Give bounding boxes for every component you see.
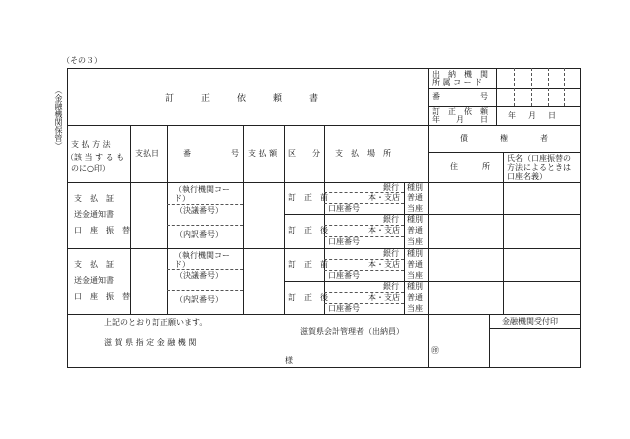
exec-code-label: （執行機関コー	[174, 251, 230, 260]
col-line-4	[284, 125, 285, 314]
col-line-5	[324, 125, 325, 314]
bank-label: 銀行	[383, 249, 399, 258]
frame-left	[67, 68, 68, 367]
current-label: 当座	[407, 204, 423, 213]
detail-no-label: （内訳番号）	[175, 295, 223, 304]
account-no-label: 口座番号	[328, 204, 360, 213]
method-remittance: 送金通知書	[74, 210, 114, 219]
method-remittance: 送金通知書	[74, 276, 114, 285]
block1-mid-line	[284, 214, 580, 215]
method-header-3: のに○印）	[71, 164, 110, 173]
after-label: 訂 正 後	[288, 293, 328, 302]
exec-code-label-2: ド）	[174, 260, 190, 269]
number-dash-2	[167, 225, 243, 226]
number-label: 番 号	[432, 92, 488, 101]
side-label: （金融機関保管）	[54, 86, 63, 150]
current-label: 当座	[407, 237, 423, 246]
stamp-divider	[489, 314, 490, 367]
exec-code-label-2: ド）	[174, 194, 190, 203]
after-label: 訂 正 後	[288, 226, 328, 235]
category-header: 区 分	[288, 149, 320, 158]
creditor-header: 債 権 者	[460, 134, 548, 143]
title-divider	[428, 68, 429, 125]
bank-label: 銀行	[383, 183, 399, 192]
before-label: 訂 正 前	[288, 193, 328, 202]
tr-dash-1	[514, 68, 515, 106]
number-dash-4	[167, 290, 243, 291]
current-label: 当座	[407, 271, 423, 280]
tr-dash-2	[531, 68, 532, 106]
date-month: 月	[528, 111, 536, 120]
bank-label: 銀行	[383, 215, 399, 224]
body-bottom-line	[67, 314, 581, 315]
col-line-1	[130, 125, 131, 314]
method-header: 支 払 方 法	[71, 140, 111, 149]
frame-bottom	[67, 367, 581, 368]
col-line-6	[428, 125, 429, 367]
col-line-3	[243, 125, 244, 314]
number-header: 番 号	[183, 149, 239, 158]
frame-right	[580, 68, 581, 367]
name-header-2: 方法によるときは	[507, 163, 571, 172]
tr-line-1	[428, 88, 580, 89]
tr-vline	[496, 68, 497, 125]
number-dash-3	[167, 269, 243, 270]
institution-code-label-2: 所 属 コ ー ド	[432, 78, 483, 87]
seal-mark: ㊞	[431, 346, 439, 355]
stamp-header-line	[489, 328, 580, 329]
request-date-label: 訂 正 依 頼	[432, 107, 488, 116]
detail-no-label: （内訳番号）	[175, 230, 223, 239]
before-label: 訂 正 前	[288, 260, 328, 269]
bank-label: 銀行	[383, 282, 399, 291]
request-date-label-2: 年 月 日	[432, 115, 488, 124]
method-payment-cert: 支 払 証	[74, 260, 114, 269]
institution-code-label: 出 納 機 関	[432, 70, 488, 79]
branch-label: 本・支店	[368, 260, 400, 269]
account-no-label: 口座番号	[328, 271, 360, 280]
ordinary-label: 普通	[407, 193, 423, 202]
ordinary-label: 普通	[407, 226, 423, 235]
accountant-label: 滋賀県会計管理者（出納員）	[300, 327, 404, 336]
col-line-2	[167, 125, 168, 314]
kind-label: 種別	[407, 282, 423, 291]
account-no-label: 口座番号	[328, 237, 360, 246]
frame-top	[67, 68, 581, 69]
pay-date-header: 支払日	[135, 149, 159, 158]
receipt-stamp-label: 金融機関受付印	[502, 317, 558, 326]
name-header: 氏名（口座振替の	[507, 154, 571, 163]
method-header-2: （該 当 す る も	[66, 153, 125, 162]
branch-label: 本・支店	[368, 193, 400, 202]
page-label: （その３）	[62, 56, 102, 65]
sama-label: 様	[285, 356, 293, 365]
ordinary-label: 普通	[407, 260, 423, 269]
method-transfer: 口 座 振 替	[74, 292, 130, 301]
kind-label: 種別	[407, 215, 423, 224]
kind-label: 種別	[407, 249, 423, 258]
creditor-sub-line	[428, 152, 580, 153]
exec-code-label: （執行機関コー	[174, 185, 230, 194]
block2-mid-line	[284, 281, 580, 282]
number-dash-1	[167, 204, 243, 205]
current-label: 当座	[407, 304, 423, 313]
date-day: 日	[548, 111, 556, 120]
address-name-divider	[503, 152, 504, 182]
decision-no-label: （決議番号）	[175, 271, 223, 280]
branch-label: 本・支店	[368, 293, 400, 302]
designated-bank-label: 滋 賀 県 指 定 金 融 機 関	[104, 338, 197, 347]
place-header: 支 払 場 所	[335, 149, 391, 158]
block-separator	[67, 248, 581, 249]
request-text: 上記のとおり訂正願います。	[104, 318, 208, 327]
method-transfer: 口 座 振 替	[74, 226, 130, 235]
amount-header: 支 払 額	[248, 149, 278, 158]
branch-label: 本・支店	[368, 226, 400, 235]
name-header-3: 口座名義）	[507, 172, 547, 181]
decision-no-label: （決議番号）	[175, 206, 223, 215]
method-payment-cert: 支 払 証	[74, 194, 114, 203]
tr-dash-4	[564, 68, 565, 106]
account-no-label: 口座番号	[328, 304, 360, 313]
document-title: 訂 正 依 頼 書	[165, 94, 319, 104]
ordinary-label: 普通	[407, 293, 423, 302]
tr-dash-3	[548, 68, 549, 106]
address-header: 住 所	[450, 162, 490, 171]
kind-label: 種別	[407, 183, 423, 192]
date-year: 年	[508, 111, 516, 120]
